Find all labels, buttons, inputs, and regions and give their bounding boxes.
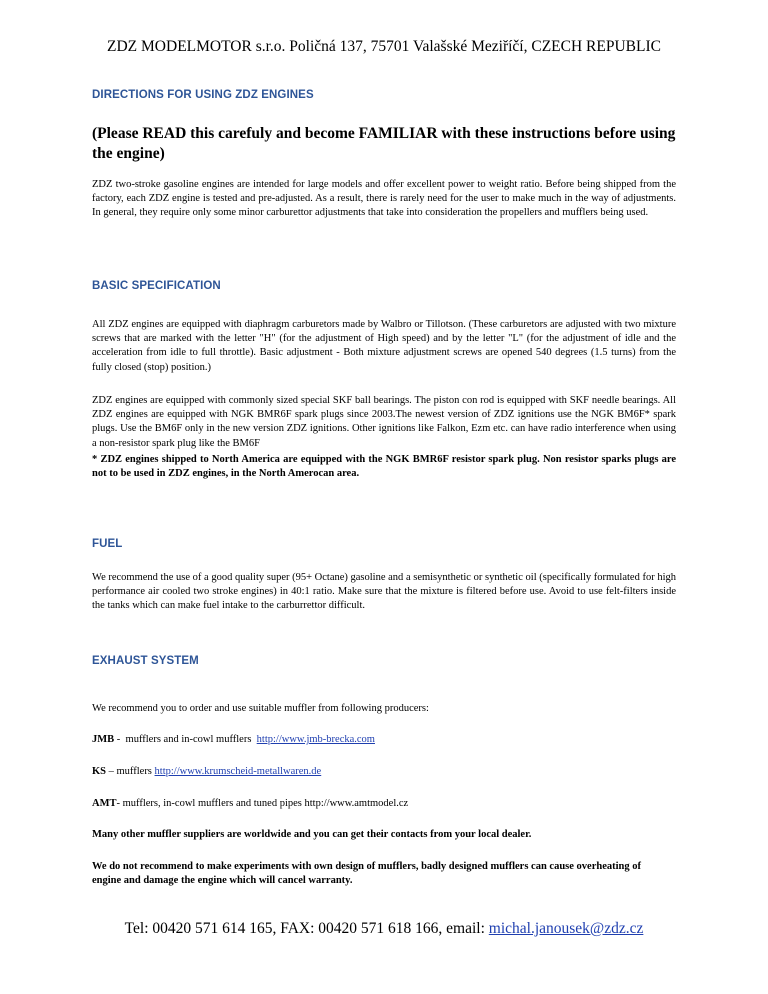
- ks-line: [92, 765, 676, 779]
- ks-text: – mufflers: [106, 766, 155, 777]
- ks-link[interactable]: http://www.krumscheid-metallwaren.de: [154, 766, 322, 777]
- basic-spec-paragraph-1: All ZDZ engines are equipped with diaphragm carburetors made by Walbro or Tillotson. (These carburetors are adjusted with two mixture screws that are marked with the letter "H" (for the adjustment of High speed) and by the letter "L" (for the adjustment of idle and the acceleration from idle to full throttle). Basic adjustment - Both mixture adjustment screws are opened 540 degrees (1.5 turns) from the fully closed (stop) position.): [92, 319, 676, 373]
- jmb-link[interactable]: http://www.jmb-brecka.com: [256, 734, 375, 745]
- warning-title: (Please READ this carefuly and become FAMILIAR with these instructions before using the engine): [92, 125, 676, 162]
- page-footer: [0, 920, 768, 938]
- footer-contact: Tel: 00420 571 614 165, FAX: 00420 571 618 166, email:: [124, 920, 489, 937]
- fuel-paragraph: We recommend the use of a good quality super (95+ Octane) gasoline and a semisynthetic or synthetic oil (specifically formulated for high performance air cooled two stroke engines) in 40:1 ratio. Make sure that the mixture is filtered before use. Avoid to use felt-filters inside the tanks which can make fuel intake to the carburrettor difficult.: [92, 572, 676, 612]
- amt-text: - mufflers, in-cowl mufflers and tuned pipes http://www.amtmodel.cz: [116, 798, 409, 809]
- basic-spec-paragraph-2: ZDZ engines are equipped with commonly sized special SKF ball bearings. The piston con rod is equipped with SKF needle bearings. All ZDZ engines are equipped with NGK BMR6F spark plugs since 2003.The newest version of ZDZ ignitions use the NGK BM6F* spark plugs. Use the BM6F only in the new version ZDZ ignitions. Other ignitions like Falkon, Ezm etc. can have radio interference when using a non-resistor spark plug like the BM6F: [92, 395, 676, 449]
- jmb-brand: JMB: [92, 734, 115, 745]
- footer-email-link[interactable]: michal.janousek@zdz.cz: [488, 920, 644, 937]
- basic-spec-paragraph-3: * ZDZ engines shipped to North America are equipped with the NGK BMR6F resistor spark plug. Non resistor sparks plugs are not to be used in ZDZ engines, in the North Amerocan area.: [92, 454, 676, 480]
- basic-spec-heading: BASIC SPECIFICATION: [92, 280, 221, 292]
- amt-line: [92, 797, 676, 811]
- ks-brand: KS: [92, 766, 107, 777]
- jmb-line: [92, 733, 676, 747]
- exhaust-intro: We recommend you to order and use suitable muffler from following producers:: [92, 703, 429, 714]
- intro-paragraph: ZDZ two-stroke gasoline engines are intended for large models and offer excellent power to weight ratio. Before being shipped from the factory, each ZDZ engine is tested and pre-adjusted. As a result, there is rarely need for the user to make much in the way of adjustments. In general, they require only some minor carburettor adjustments that take into consideration the propellers and mufflers being used.: [92, 179, 676, 219]
- amt-brand: AMT: [92, 798, 117, 809]
- exhaust-heading: EXHAUST SYSTEM: [92, 655, 199, 667]
- directions-heading: DIRECTIONS FOR USING ZDZ ENGINES: [92, 89, 314, 101]
- exhaust-note-1: Many other muffler suppliers are worldwide and you can get their contacts from your local dealer.: [92, 829, 532, 840]
- jmb-text: - mufflers and in-cowl mufflers: [114, 734, 257, 745]
- exhaust-note-2: We do not recommend to make experiments with own design of mufflers, badly designed mufflers can cause overheating of engine and damage the engine which will cancel warranty.: [92, 861, 641, 887]
- fuel-heading: FUEL: [92, 538, 123, 550]
- page-header: ZDZ MODELMOTOR s.r.o. Poličná 137, 75701 Valašské Meziříčí, CZECH REPUBLIC: [107, 38, 661, 55]
